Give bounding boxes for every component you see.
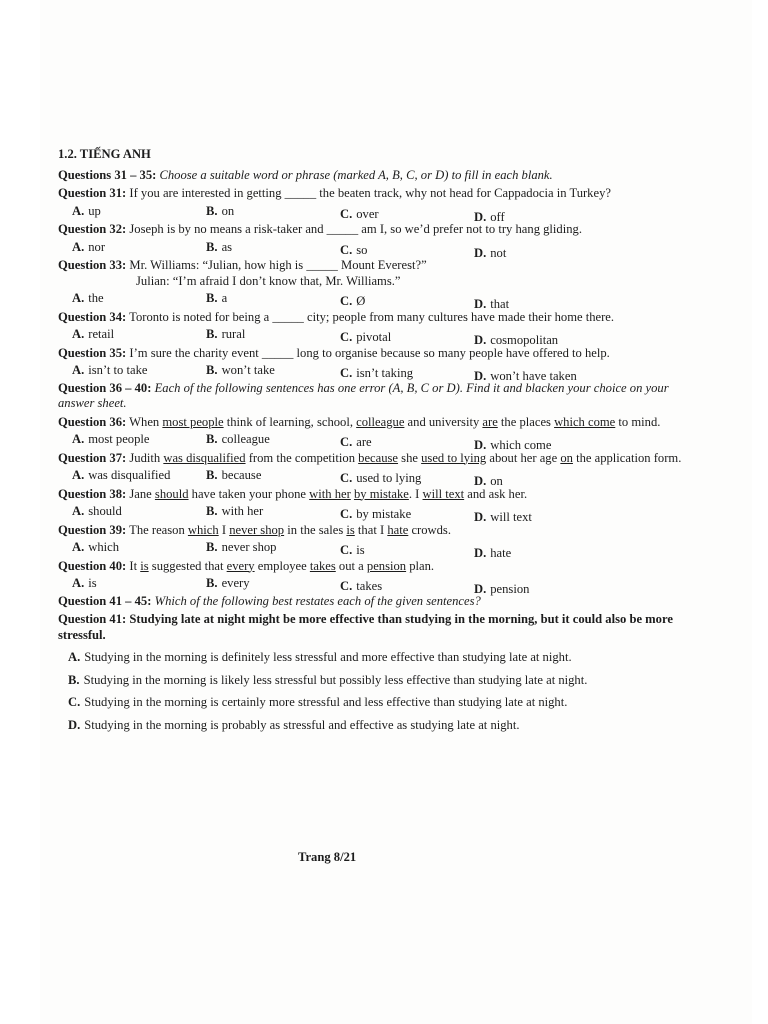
option-d[interactable]: D. Studying in the morning is probably as stressful and effective as studying late at night. (68, 717, 520, 732)
option-d[interactable]: D. off (474, 209, 505, 224)
options-35 (72, 363, 698, 383)
option-c[interactable]: C. pivotal (340, 330, 392, 344)
option-a[interactable]: A. most people (72, 432, 150, 446)
options-34 (72, 327, 698, 347)
option-c[interactable]: C. over (340, 206, 379, 221)
option-d[interactable]: D. on (474, 474, 503, 488)
option-a[interactable]: A. which (72, 540, 120, 554)
options-31 (72, 203, 698, 224)
question-31: Question 31: If you are interested in getting _____ the beaten track, why not head for Cappadocia in Turkey? (58, 186, 611, 200)
option-d[interactable]: D. hate (474, 546, 512, 560)
page-number: Trang 8/21 (298, 850, 357, 864)
option-c[interactable]: C. are (340, 435, 372, 449)
option-b[interactable]: B. colleague (206, 432, 270, 446)
exam-content (58, 147, 698, 733)
option-c[interactable]: C. by mistake (340, 507, 412, 521)
option-c[interactable]: C. Ø (340, 294, 366, 308)
question-41: Question 41: Studying late at night might be more effective than studying in the morning, but it could also be more stressful. (58, 612, 673, 642)
option-a[interactable]: A. up (72, 203, 101, 218)
options-36 (72, 432, 698, 452)
section-title: 1.2. TIẾNG ANH (58, 147, 151, 161)
question-40: Question 40: It is suggested that every employee takes out a pension plan. (58, 558, 435, 573)
options-32 (72, 239, 698, 260)
option-d[interactable]: D. won’t have taken (474, 369, 577, 383)
option-a[interactable]: A. was disqualified (72, 468, 171, 482)
option-b[interactable]: B. on (206, 203, 235, 218)
option-a[interactable]: A. retail (72, 327, 115, 341)
options-37 (72, 468, 698, 488)
option-b[interactable]: B. a (206, 291, 228, 305)
option-b[interactable]: B. never shop (206, 540, 277, 554)
option-b[interactable]: B. Studying in the morning is likely less stressful but possibly less effective than studying late at night. (68, 672, 588, 687)
options-40 (72, 576, 698, 596)
option-c[interactable]: C. isn’t taking (340, 366, 414, 380)
option-d[interactable]: D. that (474, 297, 510, 311)
options-33 (72, 291, 698, 311)
option-d[interactable]: D. pension (474, 582, 530, 596)
question-39: Question 39: The reason which I never shop in the sales is that I hate crowds. (58, 522, 451, 537)
question-35: Question 35: I’m sure the charity event _____ long to organise because so many people have offered to help. (58, 345, 610, 360)
question-38: Question 38: Jane should have taken your phone with her by mistake. I will text and ask her. (58, 486, 528, 501)
option-a[interactable]: A. the (72, 291, 104, 305)
question-34: Question 34: Toronto is noted for being a _____ city; people from many cultures have made their home there. (58, 309, 615, 324)
option-d[interactable]: D. which come (474, 438, 552, 452)
option-b[interactable]: B. because (206, 468, 262, 482)
option-d[interactable]: D. not (474, 245, 507, 260)
option-a[interactable]: A. Studying in the morning is definitely less stressful and more effective than studying late at night. (68, 650, 572, 664)
option-b[interactable]: B. won’t take (206, 363, 275, 377)
options-39 (72, 540, 698, 560)
option-b[interactable]: B. with her (206, 504, 264, 518)
option-d[interactable]: D. will text (474, 510, 532, 524)
instruction-41-45: Question 41 – 45: Which of the following best restates each of the given sentences? (58, 593, 481, 608)
question-32: Question 32: Joseph is by no means a risk-taker and _____ am I, so we’d prefer not to try hang gliding. (58, 222, 582, 236)
option-c[interactable]: C. Studying in the morning is certainly more stressful and less effective than studying late at night. (68, 695, 568, 709)
instruction-36-40: Question 36 – 40: Each of the following sentences has one error (A, B, C or D). Find it and blacken your choice on your answer sheet. (58, 380, 669, 410)
question-36: Question 36: When most people think of learning, school, colleague and university are the places which come to mind. (58, 414, 661, 429)
option-a[interactable]: A. should (72, 504, 122, 518)
option-c[interactable]: C. takes (340, 579, 383, 593)
option-a[interactable]: A. isn’t to take (72, 363, 148, 377)
instruction-31-35: Questions 31 – 35: Choose a suitable word or phrase (marked A, B, C, or D) to fill in each blank. (58, 167, 553, 182)
option-a[interactable]: A. nor (72, 239, 106, 254)
option-b[interactable]: B. every (206, 576, 250, 590)
options-38 (72, 504, 698, 524)
option-a[interactable]: A. is (72, 576, 97, 590)
option-b[interactable]: B. as (206, 239, 233, 254)
question-33: Question 33: Mr. Williams: “Julian, how high is _____ Mount Everest?” Julian: “I’m afraid I don’t know that, Mr. Williams.” (58, 258, 427, 288)
option-c[interactable]: C. is (340, 543, 365, 557)
option-d[interactable]: D. cosmopolitan (474, 333, 559, 347)
question-37: Question 37: Judith was disqualified from the competition because she used to lying about her age on the application form. (58, 450, 682, 465)
option-b[interactable]: B. rural (206, 327, 246, 341)
option-c[interactable]: C. used to lying (340, 471, 422, 485)
option-c[interactable]: C. so (340, 242, 368, 257)
